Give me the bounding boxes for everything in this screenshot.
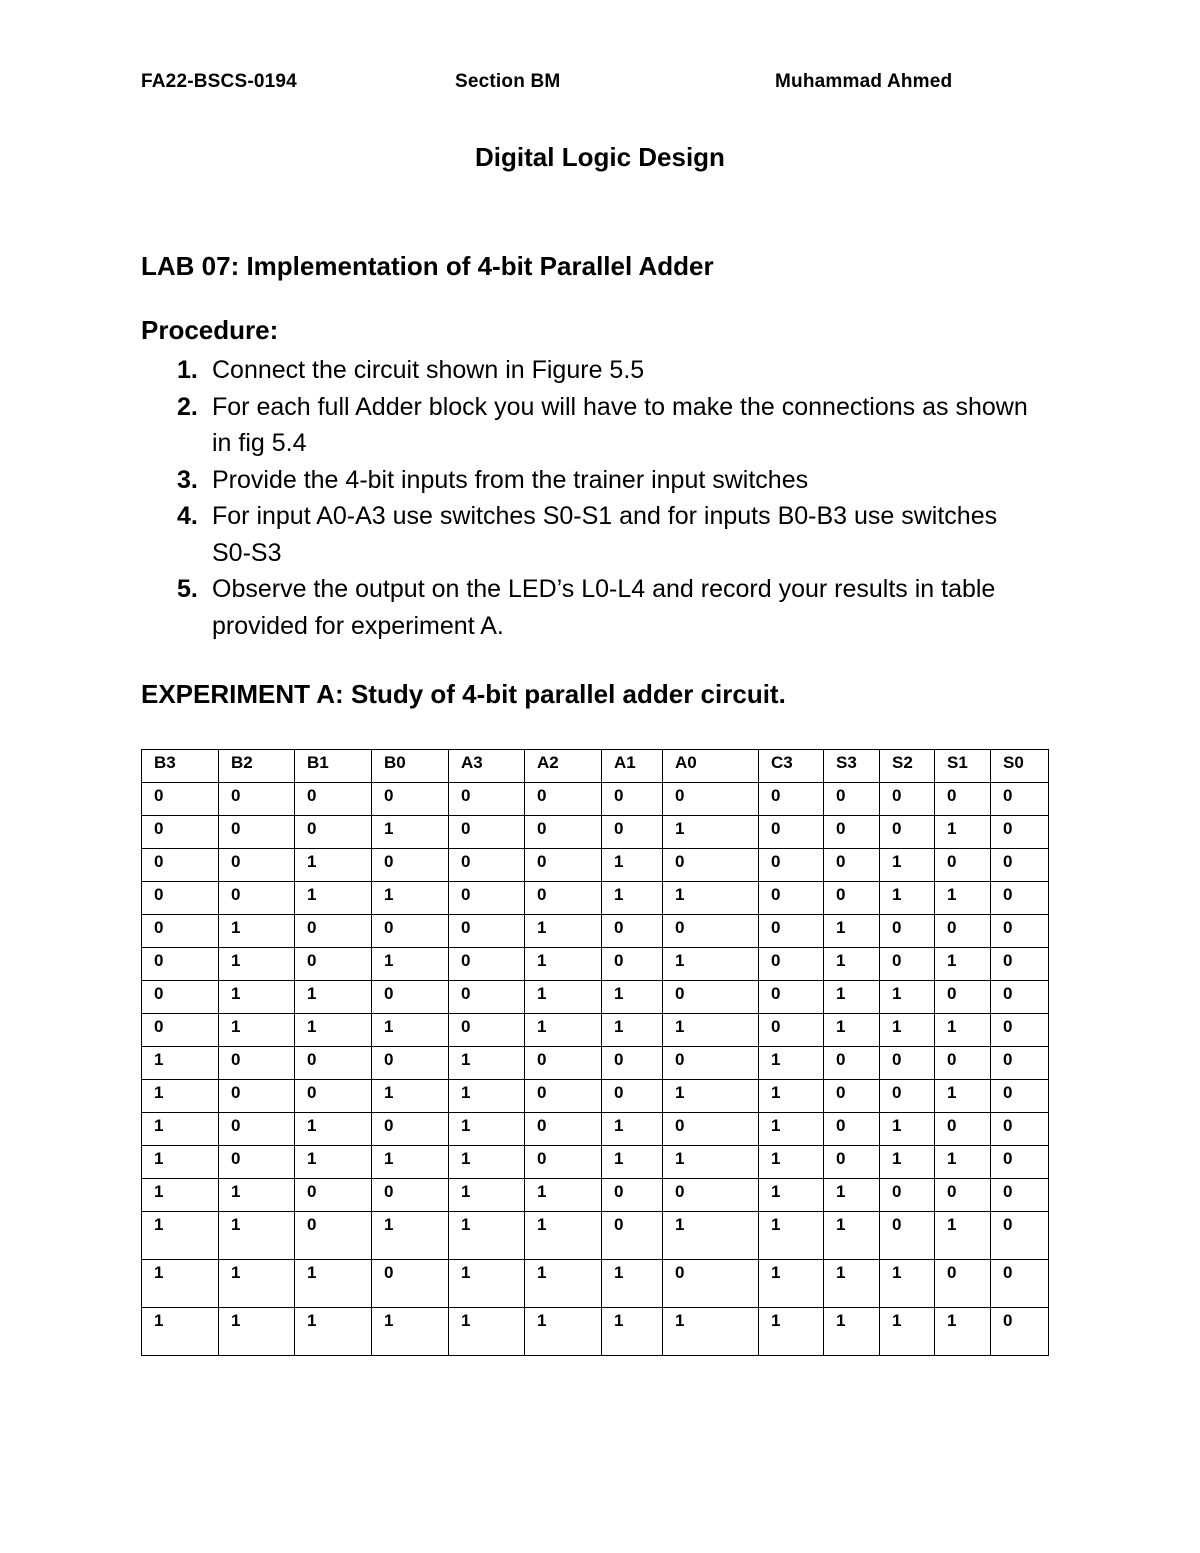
table-cell: 0 <box>935 915 991 948</box>
table-cell: 0 <box>935 1113 991 1146</box>
table-cell: 1 <box>880 849 935 882</box>
table-cell: 0 <box>219 1047 295 1080</box>
table-cell: 0 <box>525 882 602 915</box>
table-cell: 0 <box>449 849 525 882</box>
table-cell: 0 <box>935 1179 991 1212</box>
table-cell: 1 <box>525 1212 602 1260</box>
table-cell: 0 <box>991 1179 1049 1212</box>
step-text: Provide the 4-bit inputs from the trainer input switches <box>212 465 809 494</box>
table-cell: 1 <box>663 1080 759 1113</box>
table-cell: 1 <box>880 1146 935 1179</box>
table-cell: 0 <box>602 816 663 849</box>
table-cell: 0 <box>295 1047 372 1080</box>
table-cell: 0 <box>525 783 602 816</box>
table-cell: 0 <box>880 783 935 816</box>
table-cell: 0 <box>525 1080 602 1113</box>
table-cell: 0 <box>991 882 1049 915</box>
table-row <box>142 816 1049 849</box>
table-cell: 1 <box>824 915 880 948</box>
table-cell: 1 <box>759 1113 824 1146</box>
table-cell: 1 <box>295 849 372 882</box>
table-row <box>142 1179 1049 1212</box>
table-cell: 0 <box>759 915 824 948</box>
table-cell: 1 <box>295 1260 372 1308</box>
table-cell: 1 <box>824 1212 880 1260</box>
table-cell: 0 <box>449 981 525 1014</box>
student-id: FA22-BSCS-0194 <box>141 71 297 92</box>
table-cell: 0 <box>449 783 525 816</box>
procedure-step <box>141 462 1041 499</box>
table-cell: 1 <box>142 1212 219 1260</box>
table-cell: 1 <box>935 1308 991 1356</box>
procedure-step <box>141 571 1041 644</box>
table-cell: 0 <box>449 915 525 948</box>
procedure-step <box>141 352 1041 389</box>
table-cell: 0 <box>219 1080 295 1113</box>
table-cell: 1 <box>663 948 759 981</box>
table-cell: 1 <box>372 1146 449 1179</box>
table-cell: 1 <box>525 948 602 981</box>
table-cell: 1 <box>372 816 449 849</box>
table-cell: 0 <box>991 849 1049 882</box>
column-header: A0 <box>663 750 759 783</box>
table-cell: 0 <box>935 1260 991 1308</box>
table-cell: 1 <box>219 981 295 1014</box>
table-cell: 0 <box>142 849 219 882</box>
table-cell: 0 <box>991 1080 1049 1113</box>
column-header: S1 <box>935 750 991 783</box>
table-cell: 0 <box>525 1047 602 1080</box>
table-cell: 1 <box>219 948 295 981</box>
table-cell: 0 <box>991 1260 1049 1308</box>
table-cell: 0 <box>991 1212 1049 1260</box>
table-cell: 0 <box>880 816 935 849</box>
table-cell: 1 <box>663 882 759 915</box>
table-cell: 0 <box>663 849 759 882</box>
table-cell: 0 <box>824 1047 880 1080</box>
table-cell: 0 <box>142 1014 219 1047</box>
table-cell: 0 <box>991 816 1049 849</box>
table-cell: 0 <box>759 981 824 1014</box>
table-cell: 1 <box>142 1260 219 1308</box>
table-cell: 0 <box>935 849 991 882</box>
table-cell: 1 <box>295 1113 372 1146</box>
table-cell: 0 <box>602 783 663 816</box>
table-cell: 1 <box>880 1014 935 1047</box>
table-cell: 1 <box>449 1260 525 1308</box>
column-header: A3 <box>449 750 525 783</box>
table-cell: 0 <box>449 948 525 981</box>
table-cell: 1 <box>602 849 663 882</box>
table-cell: 1 <box>935 1146 991 1179</box>
procedure-step <box>141 498 1041 571</box>
table-cell: 0 <box>142 981 219 1014</box>
table-cell: 0 <box>372 1113 449 1146</box>
table-cell: 0 <box>759 849 824 882</box>
table-cell: 1 <box>295 1146 372 1179</box>
table-cell: 1 <box>219 1212 295 1260</box>
table-cell: 0 <box>824 849 880 882</box>
table-cell: 1 <box>824 1014 880 1047</box>
table-cell: 0 <box>372 783 449 816</box>
table-cell: 1 <box>142 1080 219 1113</box>
table-cell: 0 <box>880 1047 935 1080</box>
table-cell: 1 <box>219 1260 295 1308</box>
table-cell: 1 <box>449 1212 525 1260</box>
table-cell: 0 <box>991 783 1049 816</box>
table-row <box>142 981 1049 1014</box>
table-cell: 1 <box>935 816 991 849</box>
table-cell: 0 <box>372 1047 449 1080</box>
table-cell: 1 <box>525 915 602 948</box>
experiment-heading: EXPERIMENT A: Study of 4-bit parallel adder circuit. <box>141 679 786 709</box>
column-header: B3 <box>142 750 219 783</box>
table-row <box>142 915 1049 948</box>
table-cell: 1 <box>824 1260 880 1308</box>
table-cell: 0 <box>663 915 759 948</box>
table-cell: 0 <box>295 1080 372 1113</box>
table-cell: 1 <box>824 981 880 1014</box>
column-header: C3 <box>759 750 824 783</box>
table-cell: 1 <box>142 1179 219 1212</box>
table-cell: 1 <box>880 1113 935 1146</box>
table-cell: 0 <box>219 849 295 882</box>
table-cell: 1 <box>372 1308 449 1356</box>
table-row <box>142 1260 1049 1308</box>
column-header: A1 <box>602 750 663 783</box>
table-cell: 0 <box>372 1179 449 1212</box>
column-header: S3 <box>824 750 880 783</box>
table-cell: 0 <box>759 948 824 981</box>
column-header: B0 <box>372 750 449 783</box>
table-cell: 1 <box>449 1080 525 1113</box>
table-cell: 0 <box>602 1212 663 1260</box>
step-number: 5. <box>177 575 198 603</box>
table-cell: 0 <box>935 1047 991 1080</box>
table-cell: 1 <box>142 1146 219 1179</box>
table-cell: 1 <box>935 882 991 915</box>
table-cell: 0 <box>991 1113 1049 1146</box>
table-cell: 0 <box>295 1212 372 1260</box>
table-cell: 0 <box>449 816 525 849</box>
column-header: B2 <box>219 750 295 783</box>
table-cell: 1 <box>295 981 372 1014</box>
table-cell: 1 <box>602 1260 663 1308</box>
table-cell: 1 <box>449 1179 525 1212</box>
table-cell: 0 <box>880 915 935 948</box>
column-header: S0 <box>991 750 1049 783</box>
table-cell: 1 <box>525 1014 602 1047</box>
table-cell: 0 <box>759 783 824 816</box>
table-cell: 1 <box>295 1308 372 1356</box>
table-cell: 0 <box>759 882 824 915</box>
table-cell: 1 <box>663 1014 759 1047</box>
table-cell: 1 <box>759 1212 824 1260</box>
table-cell: 1 <box>602 1113 663 1146</box>
table-cell: 0 <box>991 915 1049 948</box>
table-cell: 1 <box>935 948 991 981</box>
table-cell: 1 <box>449 1308 525 1356</box>
table-cell: 0 <box>295 1179 372 1212</box>
table-cell: 0 <box>991 981 1049 1014</box>
table-cell: 0 <box>525 849 602 882</box>
table-cell: 0 <box>759 816 824 849</box>
table-cell: 0 <box>880 1179 935 1212</box>
table-cell: 0 <box>525 1146 602 1179</box>
table-cell: 1 <box>525 1260 602 1308</box>
table-cell: 0 <box>295 948 372 981</box>
table-cell: 1 <box>880 1308 935 1356</box>
procedure-heading: Procedure: <box>141 315 279 345</box>
column-header: A2 <box>525 750 602 783</box>
table-cell: 0 <box>880 1212 935 1260</box>
table-cell: 0 <box>295 783 372 816</box>
table-row <box>142 1308 1049 1356</box>
table-cell: 1 <box>824 1308 880 1356</box>
table-cell: 1 <box>935 1080 991 1113</box>
table-cell: 1 <box>372 948 449 981</box>
column-header: S2 <box>880 750 935 783</box>
table-cell: 1 <box>935 1212 991 1260</box>
table-cell: 1 <box>142 1308 219 1356</box>
table-cell: 1 <box>449 1146 525 1179</box>
table-cell: 0 <box>142 783 219 816</box>
table-cell: 1 <box>602 981 663 1014</box>
table-cell: 1 <box>759 1308 824 1356</box>
table-cell: 0 <box>372 981 449 1014</box>
table-cell: 0 <box>142 882 219 915</box>
step-number: 3. <box>177 465 198 494</box>
table-cell: 0 <box>663 1113 759 1146</box>
procedure-list <box>141 352 1041 644</box>
table-cell: 1 <box>219 1014 295 1047</box>
table-cell: 1 <box>449 1047 525 1080</box>
table-cell: 1 <box>759 1179 824 1212</box>
table-cell: 0 <box>295 816 372 849</box>
table-cell: 0 <box>935 783 991 816</box>
table-cell: 0 <box>663 981 759 1014</box>
procedure-step <box>141 389 1041 462</box>
table-cell: 1 <box>372 1014 449 1047</box>
step-text: Observe the output on the LED’s L0-L4 and record your results in table provided for experiment A. <box>212 575 996 640</box>
table-cell: 0 <box>372 1260 449 1308</box>
table-cell: 0 <box>991 1308 1049 1356</box>
table-cell: 0 <box>525 816 602 849</box>
table-row <box>142 1080 1049 1113</box>
table-cell: 0 <box>824 783 880 816</box>
table-cell: 0 <box>663 783 759 816</box>
table-cell: 0 <box>663 1260 759 1308</box>
table-cell: 0 <box>824 816 880 849</box>
table-cell: 1 <box>142 1047 219 1080</box>
table-cell: 1 <box>880 981 935 1014</box>
table-cell: 0 <box>880 1080 935 1113</box>
table-cell: 1 <box>935 1014 991 1047</box>
table-row <box>142 783 1049 816</box>
table-row <box>142 882 1049 915</box>
table-cell: 0 <box>991 1146 1049 1179</box>
table-cell: 1 <box>142 1113 219 1146</box>
step-text: For input A0-A3 use switches S0-S1 and for inputs B0-B3 use switches S0-S3 <box>212 502 998 567</box>
table-cell: 0 <box>525 1113 602 1146</box>
table-cell: 1 <box>759 1146 824 1179</box>
step-text: Connect the circuit shown in Figure 5.5 <box>212 356 645 384</box>
table-cell: 0 <box>602 1047 663 1080</box>
table-cell: 1 <box>295 1014 372 1047</box>
table-cell: 0 <box>142 816 219 849</box>
table-row <box>142 849 1049 882</box>
table-cell: 1 <box>449 1113 525 1146</box>
table-cell: 0 <box>219 1146 295 1179</box>
table-cell: 1 <box>295 882 372 915</box>
table-cell: 0 <box>759 1014 824 1047</box>
table-cell: 1 <box>663 1212 759 1260</box>
table-cell: 0 <box>219 816 295 849</box>
table-cell: 0 <box>602 948 663 981</box>
table-cell: 0 <box>991 1014 1049 1047</box>
table-cell: 1 <box>525 1179 602 1212</box>
step-text: For each full Adder block you will have to make the connections as shown in fig 5.4 <box>212 392 1028 457</box>
table-cell: 0 <box>602 1179 663 1212</box>
table-cell: 1 <box>372 1080 449 1113</box>
table-cell: 0 <box>991 1047 1049 1080</box>
table-cell: 0 <box>824 1080 880 1113</box>
table-cell: 1 <box>824 948 880 981</box>
step-number: 2. <box>177 392 198 421</box>
course-title: Digital Logic Design <box>475 142 725 172</box>
table-cell: 1 <box>824 1179 880 1212</box>
truth-table <box>141 749 1049 1356</box>
table-cell: 1 <box>602 1308 663 1356</box>
step-number: 4. <box>177 502 198 530</box>
table-cell: 0 <box>142 915 219 948</box>
table-cell: 1 <box>525 981 602 1014</box>
table-row <box>142 1014 1049 1047</box>
table-cell: 0 <box>991 948 1049 981</box>
section-label: Section BM <box>455 71 561 92</box>
table-cell: 1 <box>663 1308 759 1356</box>
table-row <box>142 948 1049 981</box>
table-cell: 0 <box>663 1179 759 1212</box>
table-header-row <box>142 750 1049 783</box>
table-cell: 1 <box>219 1308 295 1356</box>
table-cell: 1 <box>219 915 295 948</box>
table-cell: 0 <box>824 1113 880 1146</box>
table-cell: 1 <box>759 1047 824 1080</box>
table-cell: 0 <box>219 882 295 915</box>
table-cell: 0 <box>602 915 663 948</box>
table-cell: 0 <box>602 1080 663 1113</box>
table-cell: 0 <box>372 849 449 882</box>
table-cell: 0 <box>824 1146 880 1179</box>
table-cell: 1 <box>663 816 759 849</box>
table-cell: 1 <box>880 882 935 915</box>
table-cell: 0 <box>372 915 449 948</box>
table-cell: 0 <box>935 981 991 1014</box>
table-cell: 0 <box>880 948 935 981</box>
table-cell: 0 <box>824 882 880 915</box>
table-cell: 0 <box>663 1047 759 1080</box>
step-number: 1. <box>177 356 198 384</box>
table-row <box>142 1212 1049 1260</box>
table-cell: 1 <box>602 1146 663 1179</box>
table-cell: 1 <box>602 882 663 915</box>
table-cell: 0 <box>142 948 219 981</box>
table-cell: 0 <box>295 915 372 948</box>
table-cell: 1 <box>880 1260 935 1308</box>
table-cell: 1 <box>602 1014 663 1047</box>
table-cell: 0 <box>219 783 295 816</box>
table-cell: 1 <box>525 1308 602 1356</box>
table-cell: 1 <box>219 1179 295 1212</box>
table-cell: 1 <box>663 1146 759 1179</box>
table-row <box>142 1146 1049 1179</box>
table-cell: 0 <box>219 1113 295 1146</box>
table-cell: 0 <box>449 1014 525 1047</box>
table-cell: 1 <box>372 1212 449 1260</box>
column-header: B1 <box>295 750 372 783</box>
table-row <box>142 1113 1049 1146</box>
table-cell: 0 <box>449 882 525 915</box>
table-cell: 1 <box>759 1080 824 1113</box>
student-name: Muhammad Ahmed <box>775 71 953 92</box>
lab-title: LAB 07: Implementation of 4-bit Parallel Adder <box>141 251 714 281</box>
table-cell: 1 <box>372 882 449 915</box>
table-cell: 1 <box>759 1260 824 1308</box>
table-row <box>142 1047 1049 1080</box>
